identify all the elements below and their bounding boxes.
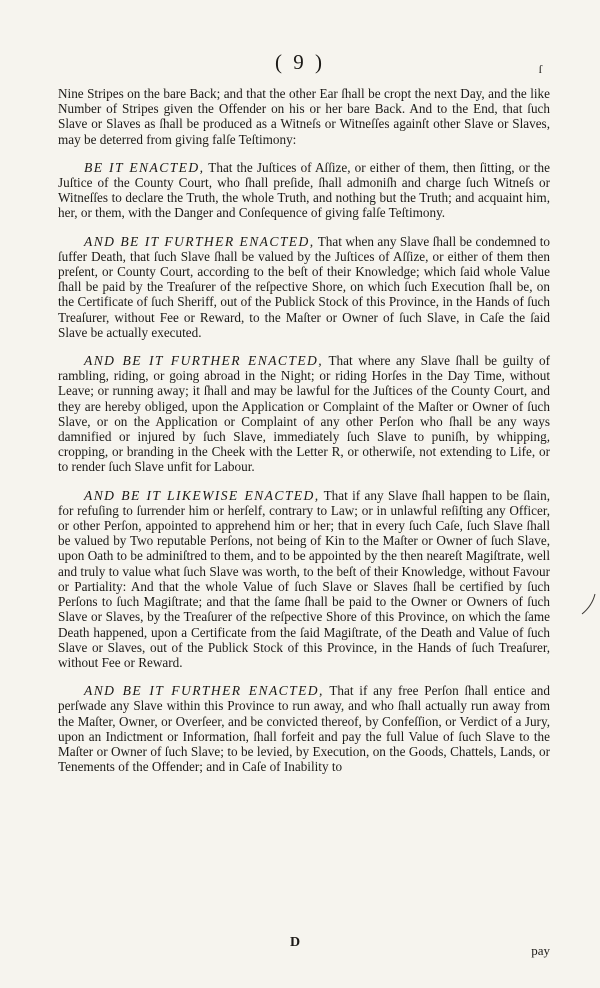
corner-mark: ſ <box>538 62 542 76</box>
paragraph-text: That when any Slave ſhall be condemned to ſuffer Death, that ſuch Slave ſhall be valued by the Juſtices of Aſſize, or either of them then preſent, or County Court, according to the beſt of their Knowledge; which ſaid whole Value ſhall be paid by the Treaſurer of the reſpective Shore, on which ſuch Execution ſhall be, on the Certificate of ſuch Sheriff, out of the Publick Stock of this Province, in the Hands of ſuch Treaſurer, without Fee or Reward, to the Maſter or Owner of ſuch Slave, in Caſe the ſaid Slave be actually executed. <box>58 233 551 340</box>
margin-bracket-mark <box>580 592 598 616</box>
body-text <box>58 86 550 774</box>
page-footer <box>58 935 550 959</box>
paragraph-section <box>58 160 550 221</box>
paragraph-text: That if any Slave ſhall happen to be ſlain, for refuſing to ſurrender him or herſelf, contrary to Law; or in unlawful reſiſting any Officer, or other Perſon, appointed to apprehend him or her; that in every ſuch Caſe, ſuch Slave ſhall be valued by Two reputable Perſons, not being of Kin to the Maſter or Owner of ſuch Slave, upon Oath to be adminiſtred to them, and to be appointed by the then neareſt Magiſtrate, well and truly to value what ſuch Slave was worth, to the beſt of their Knowledge, without Favour or Partiality: And that the whole Value of ſuch Slave or Slaves ſhall be certified by ſuch Perſons to ſuch Magiſtrate; and that the ſame ſhall be paid to the Owner or Owners of ſuch Slave or Slaves, by the Treaſurer of the reſpective Shore of this Province, on which the ſame Death happened, upon a Certificate from the ſaid Magiſtrate, of the Death and Value of ſuch Slave or Slaves, out of the Publick Stock of this Province, in the Hands of ſuch Treaſurer, without Fee or Reward. <box>58 487 550 670</box>
enacting-clause: AND BE IT FURTHER ENACTED, <box>84 353 324 369</box>
paragraph-text: Nine Stripes on the bare Back; and that the other Ear ſhall be cropt the next Day, and the like Number of Stripes given the Offender on his or her bare Back. And to the End, that ſuch Slave or Slaves as ſhall be produced as a Witneſs or Witneſſes againſt other Slave or Slaves, may be deterred from giving falſe Teſtimony: <box>58 86 550 147</box>
paragraph-text: That where any Slave ſhall be guilty of rambling, riding, or going abroad in the Night; or riding Horſes in the Day Time, without Leave; or running away; it ſhall and may be lawful for the Juſtices of the County Court, and they are hereby obliged, upon the Application or Complaint of the Maſter or Owner of ſuch Slave, or on the Application or Complaint of any other Perſon who ſhall be any ways damnified or injured by ſuch Slave, immediately ſuch Slave to puniſh, by whipping, cropping, or branding in the Cheek with the Letter R, or otherwiſe, not extending to Life, or to render ſuch Slave unfit for Labour. <box>58 353 550 475</box>
paragraph-text: That if any free Perſon ſhall entice and perſwade any Slave within this Province to run away, and who ſhall actually run away from the Maſter, Owner, or Overſeer, and be convicted thereof, by Confeſſion, or Verdict of a Jury, upon an Indictment or Information, ſhall forfeit and pay the full Value of ſuch Slave to the Maſter or Owner of ſuch Slave; to be levied, by Execution, on the Goods, Chattels, Lands, or Tenements of the Offender; and in Caſe of Inability to <box>58 683 550 775</box>
paragraph-section <box>58 683 550 774</box>
paragraph-continuation <box>58 86 550 147</box>
paragraph-text: That the Juſtices of Aſſize, or either of them, then ſitting, or the Juſtice of the County Court, who ſhall preſide, ſhall admoniſh and charge ſuch Witneſs or Witneſſes to declare the Truth, the whole Truth, and nothing but the Truth; and acquaint him, her, or them, with the Danger and Conſequence of giving falſe Teſtimony. <box>58 159 550 221</box>
page-number: ( 9 ) <box>275 50 325 74</box>
paragraph-section <box>58 234 550 340</box>
paragraph-section <box>58 488 550 670</box>
catchword: pay <box>531 943 550 958</box>
enacting-clause: AND BE IT LIKEWISE ENACTED, <box>84 487 320 503</box>
enacting-clause: AND BE IT FURTHER ENACTED, <box>84 233 315 249</box>
enacting-clause: BE IT ENACTED, <box>84 159 205 175</box>
paragraph-section <box>58 353 550 475</box>
enacting-clause: AND BE IT FURTHER ENACTED, <box>84 683 324 699</box>
signature-mark: D <box>290 935 301 950</box>
